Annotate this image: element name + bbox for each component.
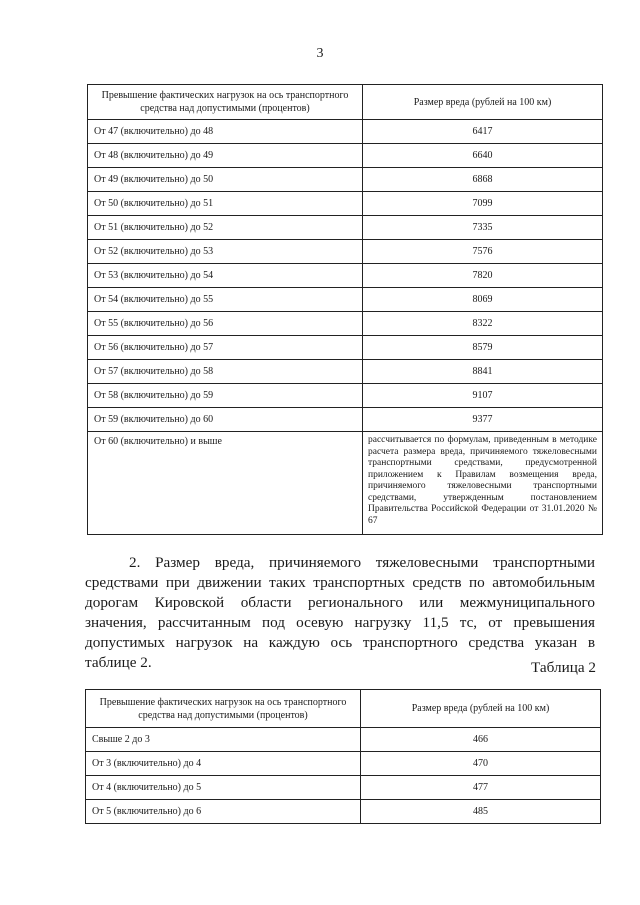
value-cell: 7335 <box>363 216 603 240</box>
range-cell: От 4 (включительно) до 5 <box>86 776 361 800</box>
value-cell: 6417 <box>363 120 603 144</box>
table-row <box>88 288 603 312</box>
table-row <box>88 216 603 240</box>
table-row <box>86 800 601 824</box>
range-cell: От 49 (включительно) до 50 <box>88 168 363 192</box>
value-cell: 7576 <box>363 240 603 264</box>
table-row <box>88 384 603 408</box>
range-cell: От 51 (включительно) до 52 <box>88 216 363 240</box>
damage-table-1 <box>87 84 603 535</box>
range-cell: От 54 (включительно) до 55 <box>88 288 363 312</box>
value-cell: 9377 <box>363 408 603 432</box>
page-number: 3 <box>316 46 324 61</box>
range-cell: От 47 (включительно) до 48 <box>88 120 363 144</box>
value-cell: 8322 <box>363 312 603 336</box>
table-2-label: Таблица 2 <box>531 659 596 676</box>
table-row <box>86 776 601 800</box>
table-row <box>88 408 603 432</box>
range-cell: От 50 (включительно) до 51 <box>88 192 363 216</box>
range-cell: От 60 (включительно) и выше <box>88 432 363 535</box>
value-cell: 485 <box>361 800 601 824</box>
table-row <box>88 120 603 144</box>
formula-note-cell: рассчитывается по формулам, приведенным в методике расчета размера вреда, причиняемого тяжеловесными транспортными средствами, предусмотренной приложением к Правилам возмещения вреда, причиняемого тяжеловесными транспортными средствами, утвержденным постановлением Правительства Российской Федерации от 31.01.2020 № 67 <box>363 432 603 535</box>
table-row <box>88 144 603 168</box>
table-header <box>88 85 603 120</box>
table-row <box>88 312 603 336</box>
range-cell: От 56 (включительно) до 57 <box>88 336 363 360</box>
table-row <box>88 264 603 288</box>
table-row <box>88 240 603 264</box>
range-cell: От 57 (включительно) до 58 <box>88 360 363 384</box>
value-cell: 7820 <box>363 264 603 288</box>
value-cell: 8579 <box>363 336 603 360</box>
value-cell: 470 <box>361 752 601 776</box>
header-damage: Размер вреда (рублей на 100 км) <box>361 690 601 728</box>
table-row <box>88 360 603 384</box>
header-overload: Превышение фактических нагрузок на ось транспортного средства над допустимыми (процентов) <box>88 85 363 120</box>
table-row <box>88 192 603 216</box>
range-cell: От 53 (включительно) до 54 <box>88 264 363 288</box>
damage-table-2 <box>85 689 601 824</box>
value-cell: 9107 <box>363 384 603 408</box>
value-cell: 8069 <box>363 288 603 312</box>
range-cell: От 52 (включительно) до 53 <box>88 240 363 264</box>
table-row <box>86 752 601 776</box>
table-row <box>86 728 601 752</box>
range-cell: Свыше 2 до 3 <box>86 728 361 752</box>
paragraph-2: 2. Размер вреда, причиняемого тяжеловесными транспортными средствами при движении таких транспортных средств по автомобильным дорогам Кировской области регионального или межмуниципального значения, рассчитанным под осевую нагрузку 11,5 тс, от превышения допустимых нагрузок на каждую ось транспортного средства указан в таблице 2. <box>85 554 595 671</box>
range-cell: От 48 (включительно) до 49 <box>88 144 363 168</box>
table-row <box>88 336 603 360</box>
table-row-last <box>88 432 603 535</box>
range-cell: От 3 (включительно) до 4 <box>86 752 361 776</box>
value-cell: 6640 <box>363 144 603 168</box>
value-cell: 477 <box>361 776 601 800</box>
range-cell: От 55 (включительно) до 56 <box>88 312 363 336</box>
range-cell: От 58 (включительно) до 59 <box>88 384 363 408</box>
table-header <box>86 690 601 728</box>
header-damage: Размер вреда (рублей на 100 км) <box>363 85 603 120</box>
value-cell: 7099 <box>363 192 603 216</box>
header-overload: Превышение фактических нагрузок на ось транспортного средства над допустимыми (процентов) <box>86 690 361 728</box>
value-cell: 8841 <box>363 360 603 384</box>
value-cell: 6868 <box>363 168 603 192</box>
table-row <box>88 168 603 192</box>
value-cell: 466 <box>361 728 601 752</box>
range-cell: От 5 (включительно) до 6 <box>86 800 361 824</box>
range-cell: От 59 (включительно) до 60 <box>88 408 363 432</box>
